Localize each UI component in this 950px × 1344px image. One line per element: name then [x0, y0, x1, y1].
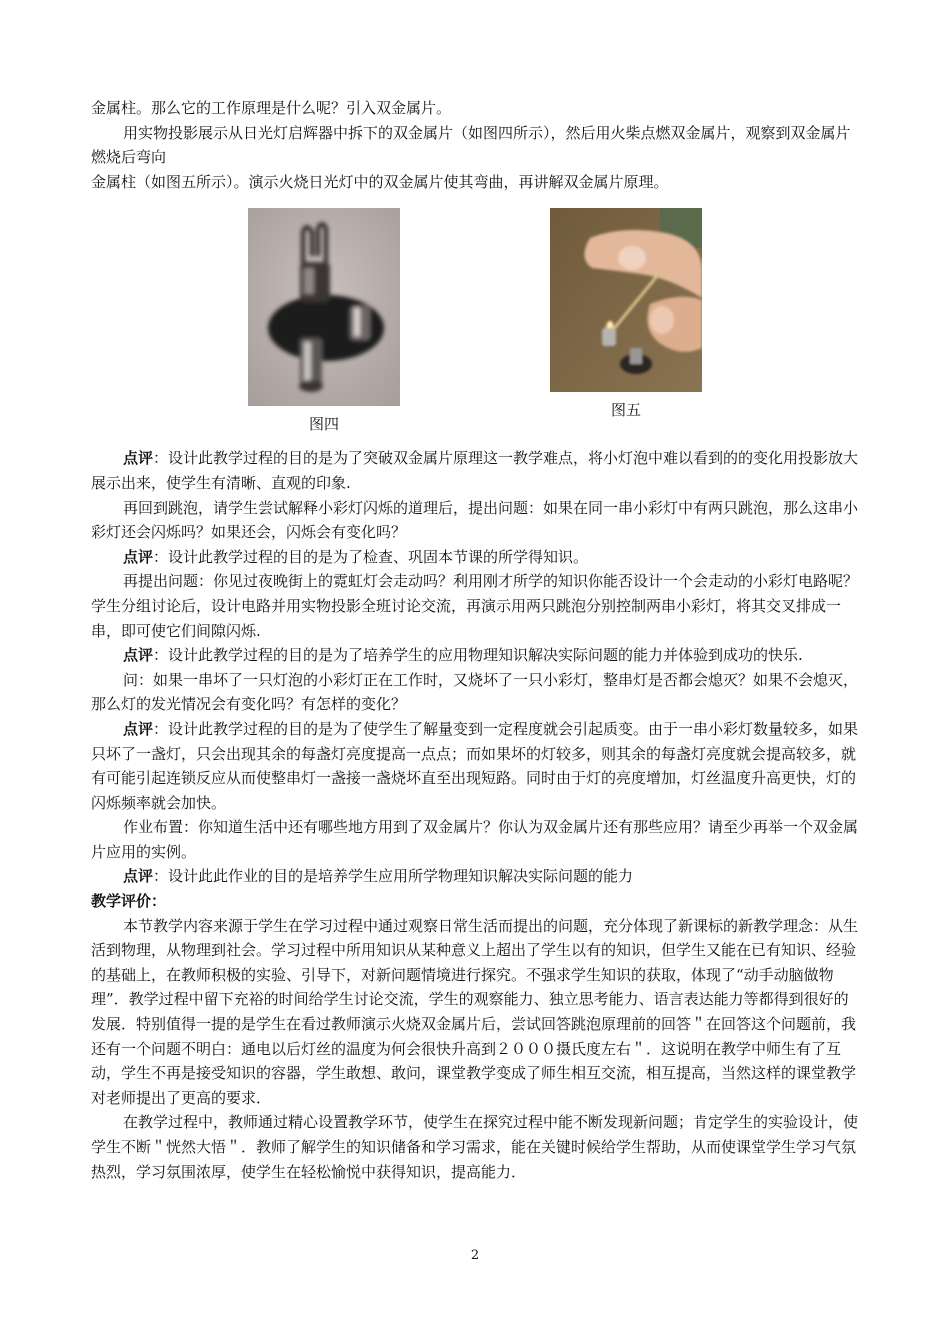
- comment-text: ：设计此教学过程的目的是为了使学生了解量变到一定程度就会引起质变。由于一串小彩灯数量较多，如果只坏了一盏灯，只会出现其余的每盏灯亮度提高一点点；而如果坏的灯较多，则其余的每盏灯亮度就会提高较多，就有可能引起连锁反应从而使整串灯一盏接一盏烧坏直至出现短路。同时由于灯的亮度增加，灯丝温度升高更快，灯的闪烁频率就会加快。: [91, 719, 859, 812]
- comment-label: 点评: [123, 646, 154, 665]
- comment-label: 点评: [123, 867, 154, 886]
- comment-paragraph: [91, 643, 861, 668]
- bimetal-strip-photo: [248, 208, 400, 406]
- figure-4-caption: 图四: [308, 415, 339, 434]
- comment-paragraph: [91, 545, 861, 570]
- figure-5-caption: 图五: [610, 401, 641, 420]
- comment-paragraph: [91, 446, 861, 495]
- comment-label: 点评: [123, 547, 154, 566]
- comment-paragraph: [91, 717, 861, 815]
- comment-text: ：设计此教学过程的目的是为了检查、巩固本节课的所学得知识。: [153, 547, 589, 566]
- paragraph-text: 再提出问题：你见过夜晚街上的霓虹灯会走动吗？利用刚才所学的知识你能否设计一个会走动的小彩灯电路呢？学生分组讨论后，设计电路并用实物投影全班讨论交流，再演示用两只跳泡分别控制两串小彩灯，将其交叉排成一串，即可使它们间隙闪烁.: [91, 572, 859, 640]
- page-number: 2: [470, 1248, 480, 1263]
- comment-text: ：设计此教学过程的目的是为了突破双金属片原理这一教学难点，将小灯泡中难以看到的的变化用投影放大展示出来，使学生有清晰、直观的印象.: [91, 449, 859, 492]
- eval-paragraph: 在教学过程中，教师通过精心设置教学环节，使学生在探究过程中能不断发现新问题；肯定学生的实验设计，使学生不断＂恍然大悟＂．教师了解学生的知识储备和学习需求，能在关键时候给学生帮助，从而使课堂学生学习气氛热烈，学习氛围浓厚，使学生在轻松愉悦中获得知识，提高能力．: [91, 1113, 859, 1181]
- paragraph: [91, 668, 861, 717]
- burning-bimetal-photo: [550, 208, 702, 392]
- paragraph: 金属柱（如图五所示）。演示火烧日光灯中的双金属片使其弯曲，再讲解双金属片原理。: [91, 172, 669, 191]
- paragraph: [91, 496, 861, 545]
- eval-paragraph: 本节教学内容来源于学生在学习过程中通过观察日常生活而提出的问题，充分体现了新课标的新教学理念：从生活到物理，从物理到社会。学习过程中所用知识从某种意义上超出了学生以有的知识，但学生又能在已有知识、经验的基础上，在教师积极的实验、引导下，对新问题情境进行探究。不强求学生知识的获取，体现了“动手动脑做物理”．教学过程中留下充裕的时间给学生讨论交流，学生的观察能力、独立思考能力、语言表达能力等都得到很好的发展．特别值得一提的是学生在看过教师演示火烧双金属片后，尝试回答跳泡原理前的回答＂在回答这个问题前，我还有一个问题不明白：通电以后灯丝的温度为何会很快升高到２０００摄氏度左右＂．这说明在教学中师生有了互动，学生不再是接受知识的容器，学生敢想、敢问，课堂教学变成了师生相互交流，相互提高，当然这样的课堂教学对老师提出了更高的要求．: [91, 916, 859, 1107]
- document-page: [91, 96, 861, 1184]
- paragraph: 金属柱。那么它的工作原理是什么呢？引入双金属片。: [91, 99, 452, 117]
- comment-text: ：设计此教学过程的目的是为了培养学生的应用物理知识解决实际问题的能力并体验到成功的快乐.: [153, 646, 803, 665]
- paragraph-text: 作业布置：你知道生活中还有哪些地方用到了双金属片？你认为双金属片还有那些应用？请至少再举一个双金属片应用的实例。: [91, 818, 859, 861]
- paragraph: [91, 569, 861, 643]
- comment-text: ：设计此此作业的目的是培养学生应用所学物理知识解决实际问题的能力: [153, 867, 634, 886]
- eval-heading: 教学评价：: [91, 892, 167, 911]
- comment-label: 点评: [123, 449, 154, 468]
- comment-label: 点评: [123, 719, 154, 738]
- paragraph-text: 问：如果一串坏了一只灯泡的小彩灯正在工作时，又烧坏了一只小彩灯，整串灯是否都会熄灭？如果不会熄灭，那么灯的发光情况会有变化吗？有怎样的变化？: [91, 670, 859, 714]
- figure-5: [550, 208, 702, 420]
- figure-4: [248, 208, 400, 434]
- paragraph: [91, 815, 861, 864]
- paragraph: 用实物投影展示从日光灯启辉器中拆下的双金属片（如图四所示），然后用火柴点燃双金属片，观察到双金属片燃烧后弯向: [91, 123, 851, 167]
- paragraph-text: 再回到跳泡，请学生尝试解释小彩灯闪烁的道理后，提出问题：如果在同一串小彩灯中有两只跳泡，那么这串小彩灯还会闪烁吗？如果还会，闪烁会有变化吗？: [91, 498, 859, 542]
- comment-paragraph: [91, 864, 861, 889]
- figures-row: [91, 208, 861, 446]
